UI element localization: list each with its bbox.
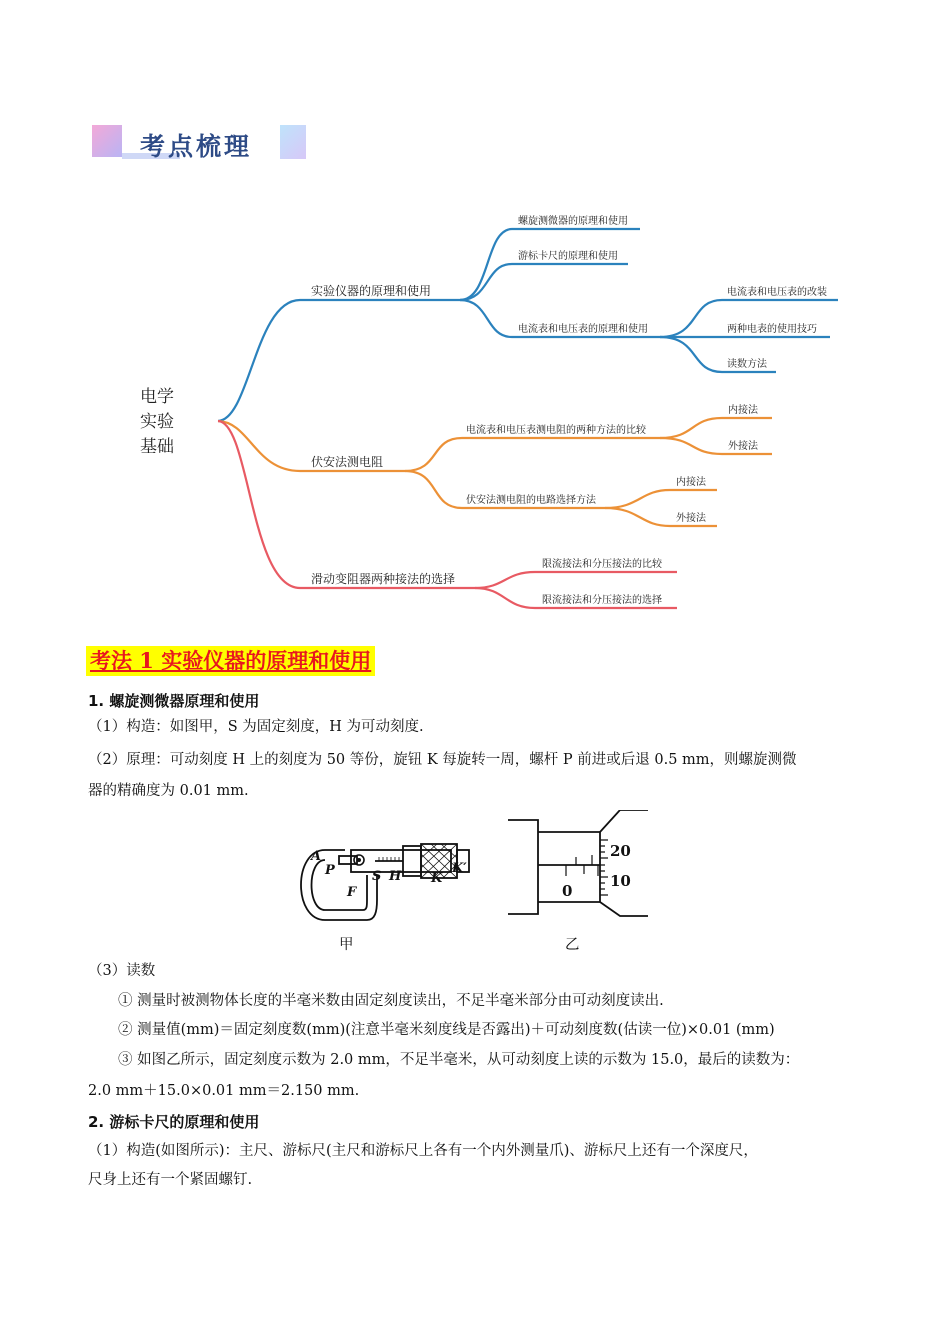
node-3-2: 限流接法和分压接法的选择: [542, 595, 662, 606]
para-reading-3b: 2.0 mm＋15.0×0.01 mm＝2.150 mm.: [88, 1083, 360, 1099]
para-structure: （1）构造：如图甲，S 为固定刻度，H 为可动刻度.: [88, 719, 424, 735]
para-reading-1: ① 测量时被测物体长度的半毫米数由固定刻度读出，不足半毫米部分由可动刻度读出.: [118, 993, 664, 1009]
line-3-1: [475, 572, 677, 588]
node-1-3-3: 读数方法: [727, 359, 767, 370]
figure-label-yi: 乙: [565, 937, 580, 953]
para-reading-3: ③ 如图乙所示，固定刻度示数为 2.0 mm，不足半毫米，从可动刻度上读的示数为 15.0，最后的读数为：: [118, 1052, 800, 1068]
para-vernier-1: （1）构造(如图所示)：主尺、游标尺(主尺和游标尺上各有一个内外测量爪)、游标尺上还有一个深度尺，: [88, 1143, 758, 1159]
scale-label-10: 10: [610, 872, 631, 890]
node-2-1-1: 内接法: [728, 405, 758, 416]
scale-label-0: 0: [562, 882, 573, 900]
node-3-1: 限流接法和分压接法的比较: [542, 559, 662, 570]
figure-label-jia: 甲: [339, 937, 354, 953]
label-K: K: [431, 871, 443, 886]
node-2-1: 电流表和电压表测电阻的两种方法的比较: [466, 425, 646, 436]
page-title: 考点梳理: [140, 132, 253, 161]
para-reading: （3）读数: [88, 963, 156, 979]
root-line-2: 实验: [140, 412, 174, 432]
node-2-1-2: 外接法: [728, 441, 758, 452]
para-principle-1: （2）原理：可动刻度 H 上的刻度为 50 等份，旋钮 K 每旋转一周，螺杆 P 前进或后退 0.5 mm，则螺旋测微: [88, 752, 797, 768]
micrometer-frame-inner: [312, 860, 368, 910]
para-principle-2: 器的精确度为 0.01 mm.: [88, 783, 249, 799]
node-1-3-2: 两种电表的使用技巧: [727, 324, 817, 335]
label-P: P: [325, 863, 335, 878]
node-2-2-1: 内接法: [676, 477, 706, 488]
root-line-3: 基础: [140, 437, 174, 457]
frame-left: [508, 820, 538, 914]
label-A: A: [311, 849, 322, 864]
branch-label-3: 滑动变阻器两种接法的选择: [311, 572, 456, 586]
label-S: S: [372, 869, 382, 884]
para-reading-2: ② 测量值(mm)＝固定刻度数(mm)(注意半毫米刻度线是否露出)＋可动刻度数(估读一位)×0.01 (mm): [118, 1022, 775, 1038]
line-2-2-1: [605, 490, 717, 508]
heading-vernier: 2. 游标卡尺的原理和使用: [88, 1113, 260, 1131]
node-1-1: 螺旋测微器的原理和使用: [518, 216, 628, 227]
node-1-3-1: 电流表和电压表的改装: [727, 287, 827, 298]
scale-figure: [500, 810, 660, 920]
line-2-1-1: [660, 418, 772, 438]
node-1-2: 游标卡尺的原理和使用: [518, 251, 618, 262]
scale-label-20: 20: [610, 842, 631, 860]
branch-line-3: [218, 421, 475, 588]
lock-screw-center: [357, 858, 361, 862]
node-2-2-2: 外接法: [676, 513, 706, 524]
node-1-3: 电流表和电压表的原理和使用: [518, 324, 648, 335]
label-F: F: [347, 885, 357, 900]
heading-micrometer: 1. 螺旋测微器原理和使用: [88, 692, 260, 710]
root-line-1: 电学: [140, 387, 174, 407]
para-vernier-2: 尺身上还有一个紧固螺钉.: [88, 1172, 253, 1188]
label-H: H: [389, 869, 402, 884]
line-2-1: [405, 438, 660, 471]
section-title: 考法 1 实验仪器的原理和使用: [86, 646, 375, 676]
micrometer-figure: [285, 820, 485, 930]
thimble-ticks: [600, 840, 608, 895]
branch-label-1: 实验仪器的原理和使用: [311, 284, 432, 298]
header-decoration-left: [92, 125, 122, 157]
label-Kp: K′: [452, 861, 467, 876]
branch-line-1: [218, 300, 460, 421]
mind-map: [0, 180, 950, 620]
branch-label-2: 伏安法测电阻: [311, 455, 384, 469]
header-decoration-right: [280, 125, 306, 159]
node-2-2: 伏安法测电阻的电路选择方法: [466, 495, 596, 506]
thimble-outline: [600, 810, 648, 916]
